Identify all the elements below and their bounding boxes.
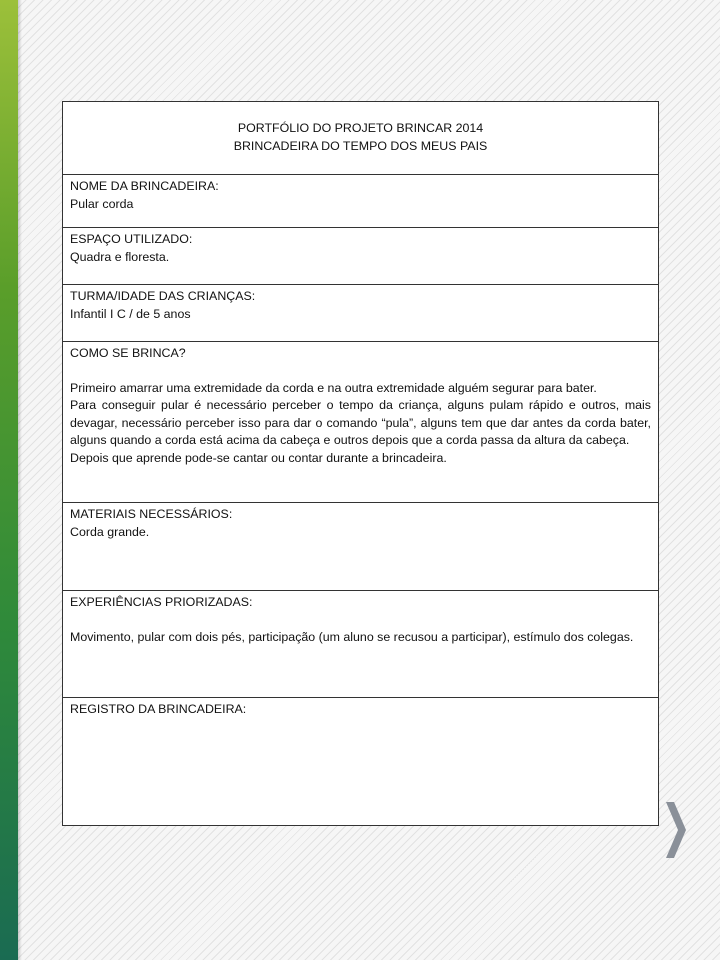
value-espaco: Quadra e floresta. <box>70 249 170 264</box>
cell-espaco <box>63 228 659 285</box>
cell-experiencias <box>63 591 659 698</box>
cell-como <box>63 342 659 503</box>
chevron-right-icon[interactable] <box>662 800 688 860</box>
title-row <box>63 102 659 175</box>
label-registro: REGISTRO DA BRINCADEIRA: <box>70 702 247 716</box>
cell-materiais <box>63 503 659 591</box>
row-experiencias <box>63 591 659 698</box>
como-paragraph-3: Depois que aprende pode-se cantar ou contar durante a brincadeira. <box>70 450 447 465</box>
value-turma: Infantil I C / de 5 anos <box>70 306 191 321</box>
value-experiencias: Movimento, pular com dois pés, participação (um aluno se recusou a participar), estímulo dos colegas. <box>70 629 634 644</box>
value-materiais: Corda grande. <box>70 524 150 539</box>
label-turma: TURMA/IDADE DAS CRIANÇAS: <box>70 289 256 303</box>
label-experiencias: EXPERIÊNCIAS PRIORIZADAS: <box>70 595 253 609</box>
title-cell <box>63 102 659 175</box>
document-title: PORTFÓLIO DO PROJETO BRINCAR 2014 <box>237 121 484 135</box>
row-como <box>63 342 659 503</box>
label-nome: NOME DA BRINCADEIRA: <box>70 179 219 193</box>
label-espaco: ESPAÇO UTILIZADO: <box>70 232 193 246</box>
row-materiais <box>63 503 659 591</box>
label-materiais: MATERIAIS NECESSÁRIOS: <box>70 507 233 521</box>
row-espaco <box>63 228 659 285</box>
value-nome: Pular corda <box>70 196 134 211</box>
row-turma <box>63 285 659 342</box>
spacer <box>70 612 651 629</box>
document-subtitle: BRINCADEIRA DO TEMPO DOS MEUS PAIS <box>233 138 488 153</box>
row-nome <box>63 175 659 228</box>
cell-turma <box>63 285 659 342</box>
green-side-bar <box>0 0 18 960</box>
como-paragraph-2: Para conseguir pular é necessário perceber o tempo da criança, alguns pulam rápido e outros, mais devagar, necessário perceber isso para dar o comando “pula”, alguns tem que dar antes da corda bater, alguns quando a corda está acima da cabeça e outros depois que a corda passa da altura da cabeça. <box>70 398 651 447</box>
spacer <box>70 363 651 380</box>
label-como: COMO SE BRINCA? <box>70 346 186 360</box>
portfolio-form-table <box>62 101 659 826</box>
como-paragraph-1: Primeiro amarrar uma extremidade da corda e na outra extremidade alguém segurar para bater. <box>70 380 597 395</box>
row-registro <box>63 698 659 826</box>
cell-registro <box>63 698 659 826</box>
cell-nome <box>63 175 659 228</box>
